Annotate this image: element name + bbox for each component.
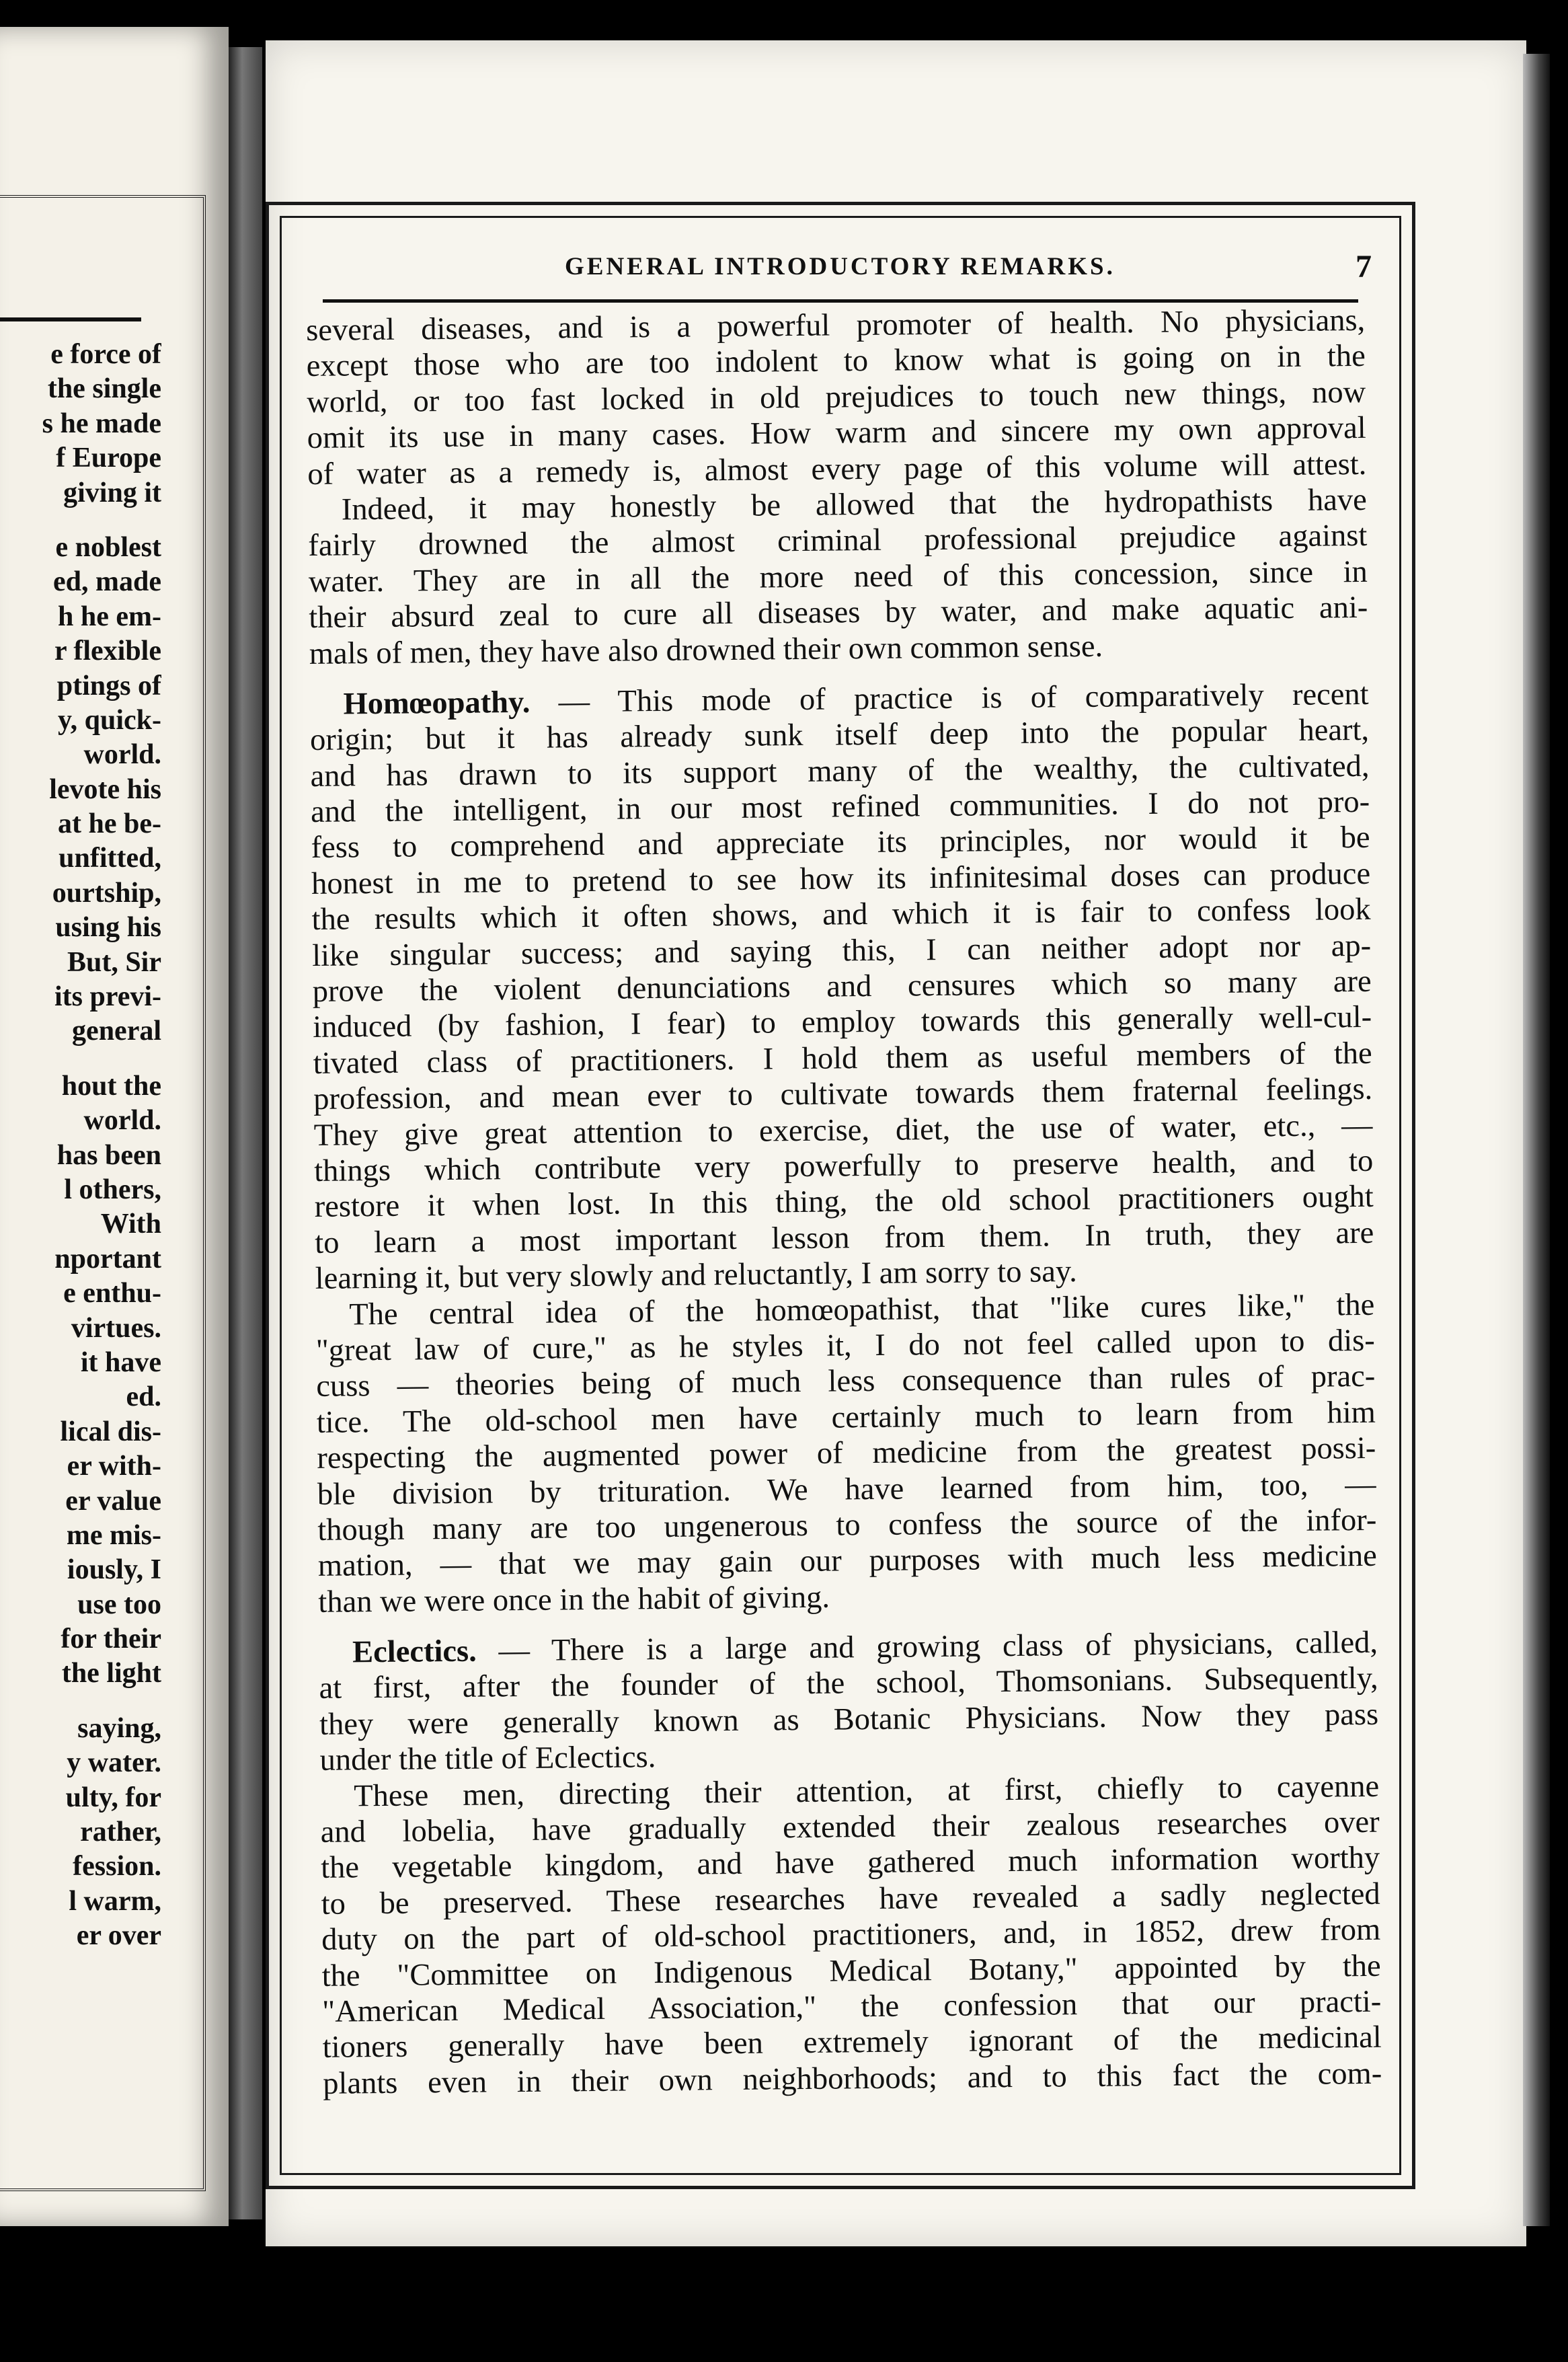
facing-page-line: y water.	[67, 1747, 161, 1779]
facing-page-line: fession.	[73, 1851, 161, 1882]
facing-page-line: e enthu-	[63, 1278, 161, 1309]
facing-page-text	[0, 338, 161, 1954]
text-line: The central idea of the homœopathist, that "like cures like," the	[349, 1287, 1375, 1332]
facing-page-line: nportant	[54, 1243, 161, 1274]
text-line: mation, — that we may gain our purposes with much less medicine	[317, 1539, 1378, 1584]
text-line: fess to comprehend and appreciate its principles, nor would it be	[311, 821, 1370, 866]
facing-page-line: ed, made	[53, 566, 161, 598]
facing-page-line: its previ-	[54, 981, 161, 1013]
text-line: and has drawn to its support many of the wealthy, the cultivated,	[310, 749, 1370, 794]
text-line: several diseases, and is a powerful promoter of health. No physicians,	[306, 303, 1366, 348]
facing-page-rule	[0, 317, 141, 321]
facing-page-line: it have	[80, 1346, 161, 1378]
facing-page-line: using his	[55, 912, 161, 944]
text-line: things which contribute very powerfully to preserve health, and to	[314, 1143, 1374, 1188]
facing-page-line	[0, 1049, 161, 1069]
text-line: respecting the augmented power of medicine from the greatest possi-	[317, 1431, 1376, 1476]
text-line: under the title of Eclectics.	[319, 1740, 656, 1778]
facing-page-line: er value	[65, 1485, 161, 1517]
paragraph-these-men	[320, 1768, 1382, 2102]
facing-page-line: y, quick-	[57, 704, 161, 736]
text-line: and lobelia, have gradually extended their zealous researches over	[320, 1804, 1380, 1850]
text-line: to be preserved. These researches have revealed a sadly neglected	[321, 1876, 1380, 1921]
facing-page-line: for their	[61, 1624, 161, 1655]
facing-page-line: l others,	[64, 1174, 161, 1205]
facing-page-line: me mis-	[66, 1519, 161, 1551]
facing-page-line: er with-	[67, 1451, 161, 1482]
text-line: the results which it often shows, and which it is fair to confess look	[311, 892, 1371, 938]
facing-page-line: er over	[76, 1920, 161, 1952]
section-eclectics	[319, 1625, 1379, 1779]
facing-page-line: r flexible	[54, 636, 161, 667]
text-line: tice. The old-school men have certainly much to learn from him	[316, 1395, 1376, 1440]
facing-page-line: ulty, for	[65, 1782, 161, 1813]
text-line: world, or too fast locked in old prejudices to touch new things, now	[307, 375, 1366, 420]
paragraph-water	[306, 303, 1366, 492]
facing-page-line: rather,	[80, 1817, 161, 1848]
facing-page-line: has been	[56, 1139, 161, 1171]
text-line: These men, directing their attention, at first, chiefly to cayenne	[353, 1769, 1380, 1814]
page-number: 7	[1356, 249, 1372, 284]
facing-page-line: saying,	[77, 1712, 161, 1744]
text-line: at first, after the founder of the school, Thomsonians. Subsequently,	[319, 1661, 1378, 1706]
text-run: — This mode of practice is of comparatively recent	[530, 677, 1369, 720]
facing-page-line: s he made	[42, 408, 161, 439]
paragraph-hydropathists	[308, 482, 1368, 672]
text-line: prove the violent denunciations and censures which so many are	[312, 964, 1372, 1009]
section-heading-homoeopathy: Homœopathy.	[343, 685, 531, 722]
facing-page-line: h he em-	[58, 601, 161, 632]
text-line: honest in me to pretend to see how its infinitesimal doses can produce	[311, 856, 1371, 901]
page-header	[316, 249, 1372, 293]
page-body	[306, 303, 1382, 2102]
facing-page-line: l warm,	[69, 1885, 161, 1917]
facing-page-line	[0, 1691, 161, 1712]
facing-page-line: iously, I	[67, 1554, 161, 1586]
text-line: plants even in their own neighborhoods; and to this fact the com-	[323, 2056, 1382, 2101]
facing-page-line	[0, 510, 161, 531]
text-line: except those who are too indolent to know what is going on in the	[306, 339, 1366, 384]
facing-page-line: With	[100, 1209, 161, 1240]
facing-page-line: ptings of	[56, 670, 161, 701]
text-line: origin; but it has already sunk itself deep into the popular heart,	[309, 713, 1370, 758]
facing-page-line: giving it	[63, 477, 161, 508]
text-line: the "Committee on Indigenous Medical Botany," appointed by the	[321, 1948, 1381, 1993]
facing-page-line: the light	[61, 1658, 161, 1689]
facing-page-line: world.	[83, 739, 161, 771]
facing-page-line: e noblest	[55, 531, 161, 563]
header-rule	[323, 299, 1358, 303]
text-run: — There is a large and growing class of physicians, called,	[476, 1625, 1378, 1669]
facing-page-line: f Europe	[56, 443, 161, 474]
text-line: than we were once in the habit of giving.	[318, 1580, 830, 1620]
facing-page	[0, 27, 229, 2226]
facing-page-line: hout the	[61, 1070, 161, 1102]
facing-page-line: lical dis-	[60, 1416, 161, 1447]
facing-page-line: e force of	[50, 339, 161, 370]
text-line: they were generally known as Botanic Physicians. Now they pass	[319, 1697, 1379, 1742]
running-head: GENERAL INTRODUCTORY REMARKS.	[565, 253, 1115, 280]
facing-page-line: world.	[83, 1105, 161, 1137]
facing-page-line: unfitted,	[58, 843, 161, 874]
text-line: tivated class of practitioners. I hold them as useful members of the	[313, 1036, 1372, 1081]
text-line: the vegetable kingdom, and have gathered much information worthy	[320, 1841, 1380, 1886]
text-line: water. They are in all the more need of this concession, since in	[308, 554, 1368, 599]
text-line: fairly drowned the almost criminal professional prejudice against	[308, 519, 1368, 564]
facing-page-line: use too	[77, 1589, 161, 1620]
text-line: of water as a remedy is, almost every page of this volume will attest.	[307, 447, 1367, 492]
facing-page-line: But, Sir	[67, 946, 161, 978]
text-line: learning it, but very slowly and reluctantly, I am sorry to say.	[315, 1254, 1077, 1297]
section-heading-eclectics: Eclectics.	[352, 1634, 477, 1670]
facing-page-line: levote his	[49, 773, 161, 805]
text-line: They give great attention to exercise, diet, the use of water, etc., —	[313, 1108, 1373, 1153]
page-edge	[1523, 54, 1550, 2226]
text-line: omit its use in many cases. How warm and sincere my own approval	[307, 411, 1366, 456]
text-line: induced (by fashion, I fear) to employ towards this generally well-cul-	[312, 1000, 1372, 1045]
text-line: Indeed, it may honestly be allowed that the hydropathists have	[341, 482, 1367, 527]
text-line: cuss — theories being of much less consequence than rules of prac-	[316, 1359, 1376, 1404]
facing-page-line: general	[72, 1016, 161, 1047]
book-gutter	[229, 47, 262, 2219]
text-line: restore it when lost. In this thing, the old school practitioners ought	[314, 1180, 1374, 1225]
text-line: ble division by trituration. We have learned from him, too, —	[317, 1467, 1377, 1512]
text-line: to learn a most important lesson from them. In truth, they are	[315, 1215, 1374, 1260]
text-line: and the intelligent, in our most refined communities. I do not pro-	[310, 784, 1370, 830]
text-line: profession, and mean ever to cultivate towards them fraternal feelings.	[313, 1072, 1373, 1117]
text-line: "great law of cure," as he styles it, I do not feel called upon to dis-	[315, 1323, 1375, 1368]
section-homoeopathy	[309, 677, 1374, 1297]
facing-page-line: ed.	[126, 1381, 161, 1413]
facing-page-line: at he be-	[58, 808, 161, 840]
text-line: tioners generally have been extremely ignorant of the medicinal	[322, 2020, 1382, 2065]
paragraph-like-cures-like	[315, 1287, 1378, 1620]
text-line: duty on the part of old-school practitioners, and, in 1852, drew from	[321, 1912, 1381, 1958]
text-line: "American Medical Association," the confession that our practi-	[322, 1984, 1382, 2029]
text-line: mals of men, they have also drowned their own common sense.	[309, 629, 1103, 671]
text-line: like singular success; and saying this, I can neither adopt nor ap-	[311, 928, 1372, 973]
text-line: their absurd zeal to cure all diseases by water, and make aquatic ani-	[309, 590, 1368, 636]
facing-page-line: virtues.	[71, 1312, 161, 1344]
facing-page-line: the single	[47, 373, 161, 405]
text-line: though many are too ungenerous to confess the source of the infor-	[317, 1502, 1377, 1548]
facing-page-line: ourtship,	[52, 877, 161, 909]
